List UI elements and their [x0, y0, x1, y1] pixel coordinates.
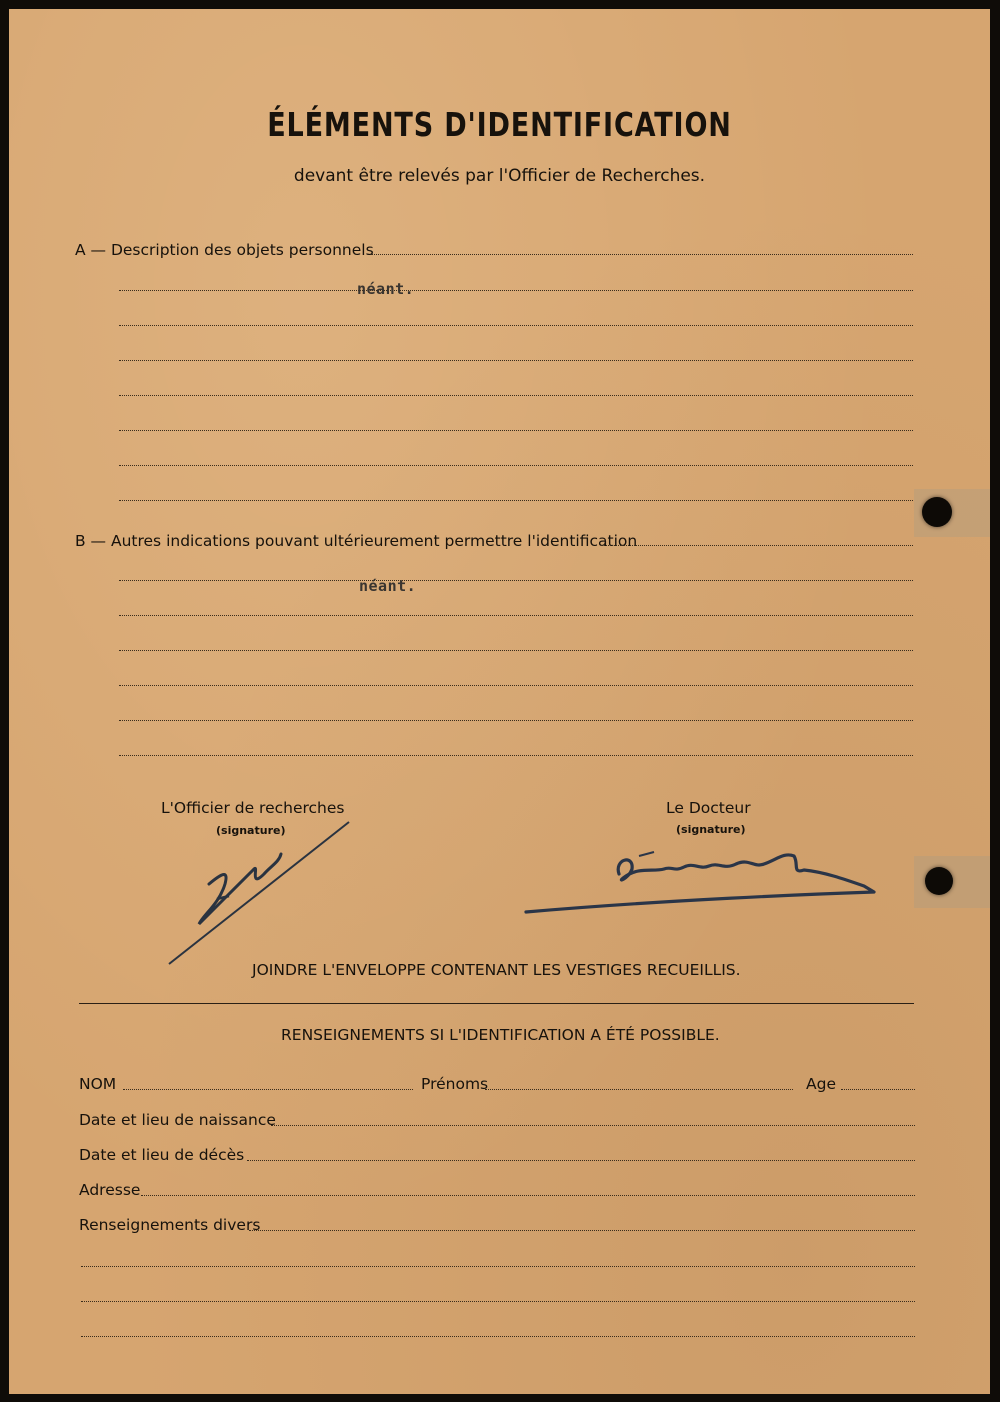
officer-signature [159, 814, 369, 979]
section-b-line-1 [119, 580, 913, 581]
section-b-line-0 [601, 545, 913, 546]
deces-field-line [247, 1160, 915, 1161]
divers-field-line-0 [249, 1230, 915, 1231]
prenoms-label: Prénoms [421, 1075, 489, 1093]
doctor-signature [514, 834, 879, 919]
section-b-label: B — Autres indications pouvant ultérieurement permettre l'identification [75, 532, 638, 550]
section-b-line-6 [119, 755, 913, 756]
officer-label: L'Officier de recherches [161, 799, 345, 817]
age-field-line [841, 1089, 915, 1090]
punch-hole [922, 497, 952, 527]
deces-label: Date et lieu de décès [79, 1146, 245, 1164]
section-a-line-3 [119, 360, 913, 361]
section-a-line-7 [119, 500, 913, 501]
punch-hole [925, 867, 953, 895]
section-a-line-0 [371, 254, 913, 255]
adresse-field-line [141, 1195, 915, 1196]
nom-field-line [123, 1089, 413, 1090]
section-a-line-1 [119, 290, 913, 291]
doctor-signature-note: (signature) [676, 823, 746, 836]
page-title: ÉLÉMENTS D'IDENTIFICATION [267, 105, 732, 144]
nom-label: NOM [79, 1075, 117, 1093]
identification-heading: RENSEIGNEMENTS SI L'IDENTIFICATION A ÉTÉ POSSIBLE. [281, 1026, 720, 1044]
divers-field-line-3 [81, 1336, 915, 1337]
section-a-line-5 [119, 430, 913, 431]
section-divider [79, 1003, 914, 1004]
section-a-line-6 [119, 465, 913, 466]
adresse-label: Adresse [79, 1181, 141, 1199]
form-sheet [9, 9, 990, 1394]
divers-label: Renseignements divers [79, 1216, 261, 1234]
prenoms-field-line [485, 1089, 793, 1090]
naissance-field-line [271, 1125, 915, 1126]
section-a-line-4 [119, 395, 913, 396]
naissance-label: Date et lieu de naissance [79, 1111, 276, 1129]
divers-field-line-2 [81, 1301, 915, 1302]
officer-signature-note: (signature) [216, 824, 286, 837]
envelope-note: JOINDRE L'ENVELOPPE CONTENANT LES VESTIGES RECUEILLIS. [252, 961, 741, 979]
section-a-line-2 [119, 325, 913, 326]
section-b-typed-entry: néant. [359, 577, 417, 595]
age-label: Age [806, 1075, 836, 1093]
page-subtitle: devant être relevés par l'Officier de Recherches. [293, 166, 706, 186]
section-a-label: A — Description des objets personnels [75, 241, 374, 259]
section-b-line-5 [119, 720, 913, 721]
section-b-line-2 [119, 615, 913, 616]
divers-field-line-1 [81, 1266, 915, 1267]
section-b-line-4 [119, 685, 913, 686]
doctor-label: Le Docteur [666, 799, 751, 817]
section-b-line-3 [119, 650, 913, 651]
section-a-typed-entry: néant. [357, 280, 415, 298]
